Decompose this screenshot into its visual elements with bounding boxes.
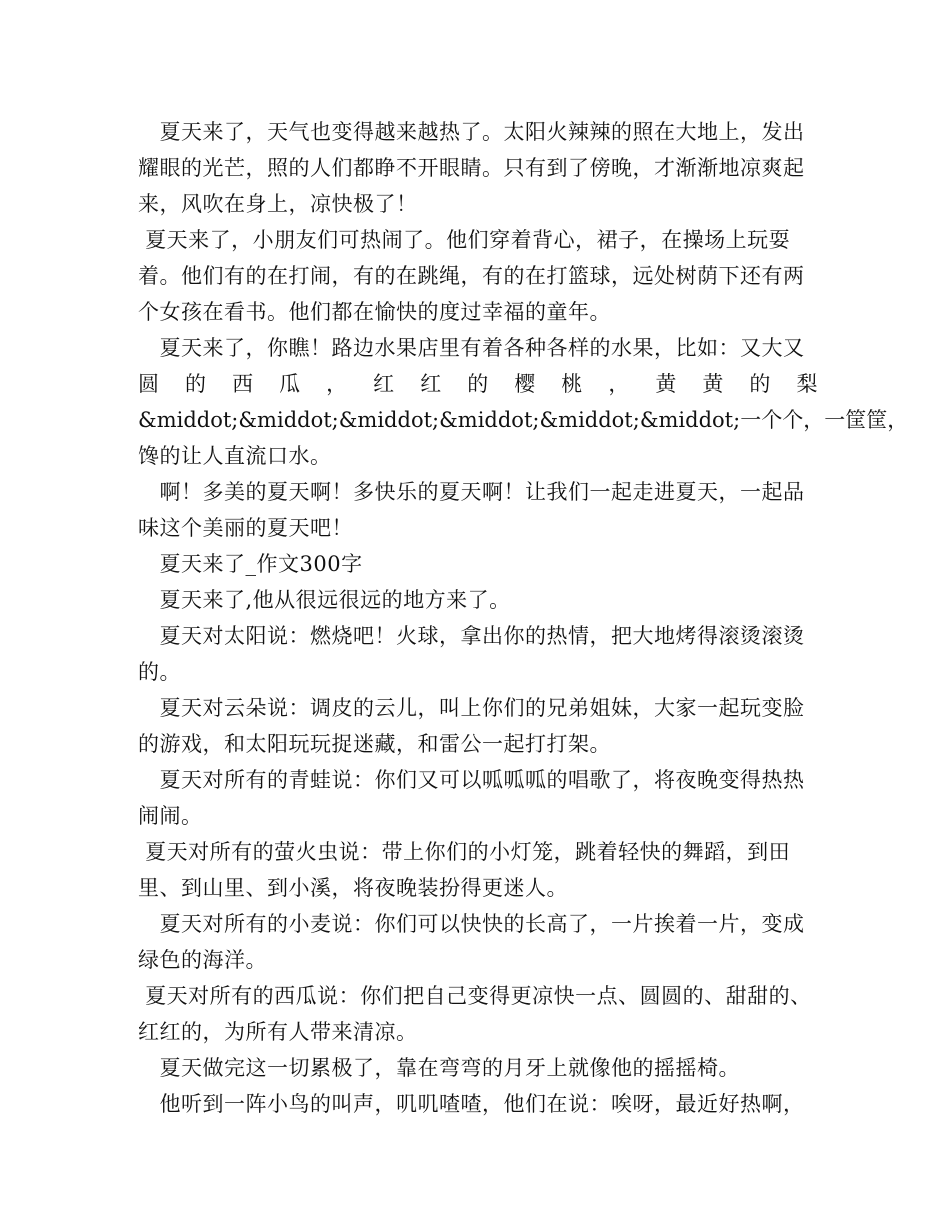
spread-char: ， [608,372,630,396]
text-line: 的游戏，和太阳玩玩捉迷藏，和雷公一起打打架。 [138,732,611,756]
text-line: 夏天来了，小朋友们可热闹了。他们穿着背心，裙子，在操场上玩耍 [138,228,791,252]
text-line: 夏天对云朵说：调皮的云儿，叫上你们的兄弟姐妹，大家一起玩变脸 [138,696,805,720]
text-line: 的。 [138,660,181,684]
justified-text-line [138,370,818,398]
spread-char: 瓜 [279,372,301,396]
spread-char: 的 [749,372,771,396]
text-line: 夏天来了,他从很远很远的地方来了。 [138,588,511,612]
spread-char: 圆 [138,372,160,396]
spread-char: 黄 [702,372,724,396]
spread-char: 樱 [514,372,536,396]
spread-char: 的 [467,372,489,396]
spread-char: 红 [373,372,395,396]
text-line: 他听到一阵小鸟的叫声，叽叽喳喳，他们在说：唉呀，最近好热啊， [138,1092,805,1116]
text-line: 馋的让人直流口水。 [138,444,332,468]
text-line: 夏天对太阳说：燃烧吧！火球，拿出你的热情，把大地烤得滚烫滚烫 [138,624,805,648]
text-line: 夏天对所有的小麦说：你们可以快快的长高了，一片挨着一片，变成 [138,912,805,936]
spread-char: 桃 [561,372,583,396]
text-line: 夏天来了_作文300字 [138,552,363,576]
text-line: 个女孩在看书。他们都在愉快的度过幸福的童年。 [138,300,611,324]
text-line: &middot;&middot;&middot;&middot;&middot;&middot;一个个，一筐筐， [138,408,909,432]
spread-char: 黄 [655,372,677,396]
spread-char: ， [326,372,348,396]
text-line: 来，风吹在身上，凉快极了！ [138,192,418,216]
text-line: 夏天来了，你瞧！路边水果店里有着各种各样的水果，比如：又大又 [138,336,805,360]
text-line: 红红的，为所有人带来清凉。 [138,1020,418,1044]
text-line: 夏天对所有的青蛙说：你们又可以呱呱呱的唱歌了，将夜晚变得热热 [138,768,805,792]
text-line: 闹闹。 [138,804,203,828]
spread-char: 西 [232,372,254,396]
text-line: 耀眼的光芒，照的人们都睁不开眼睛。只有到了傍晚，才渐渐地凉爽起 [138,156,805,180]
spread-char: 梨 [796,372,818,396]
spread-char: 红 [420,372,442,396]
text-line: 着。他们有的在打闹，有的在跳绳，有的在打篮球，远处树荫下还有两 [138,264,805,288]
text-line: 夏天来了，天气也变得越来越热了。太阳火辣辣的照在大地上，发出 [138,120,805,144]
text-line: 夏天对所有的西瓜说：你们把自己变得更凉快一点、圆圆的、甜甜的、 [138,984,812,1008]
text-line: 夏天做完这一切累极了，靠在弯弯的月牙上就像他的摇摇椅。 [138,1056,740,1080]
text-line: 味这个美丽的夏天吧！ [138,516,353,540]
spread-char: 的 [185,372,207,396]
text-line: 绿色的海洋。 [138,948,267,972]
text-line: 啊！多美的夏天啊！多快乐的夏天啊！让我们一起走进夏天，一起品 [138,480,805,504]
text-line: 里、到山里、到小溪，将夜晚装扮得更迷人。 [138,876,568,900]
text-line: 夏天对所有的萤火虫说：带上你们的小灯笼，跳着轻快的舞蹈，到田 [138,840,791,864]
